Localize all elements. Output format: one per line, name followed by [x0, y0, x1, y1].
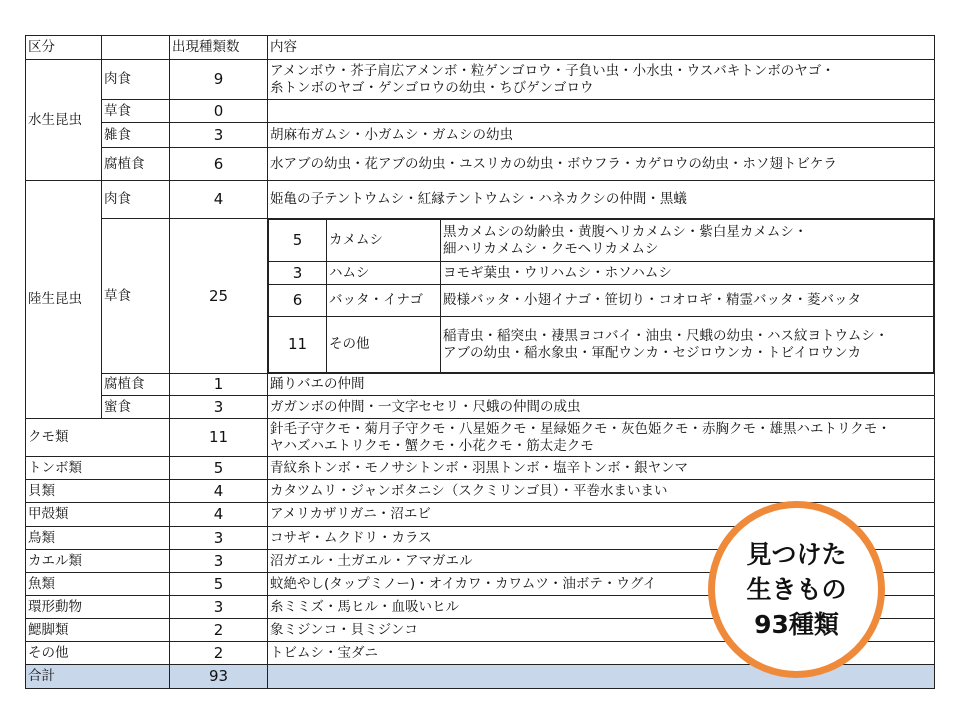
group-name: カメムシ [327, 220, 441, 262]
table-row [269, 262, 934, 285]
table-row [26, 60, 935, 100]
table-row [26, 219, 935, 374]
table-row [26, 100, 935, 123]
count-cell: 4 [170, 480, 268, 503]
category-label: 鳥類 [26, 527, 170, 550]
table-row [26, 480, 935, 503]
category-label: 環形動物 [26, 596, 170, 619]
content-cell: ガガンボの仲間・一文字セセリ・尺蛾の仲間の成虫 [268, 396, 935, 419]
count-cell: 4 [170, 503, 268, 527]
group-name: ハムシ [327, 262, 441, 285]
content-cell: 糸ミミズ・馬ヒル・血吸いヒル [268, 596, 935, 619]
table-row [26, 374, 935, 396]
content-cell: カタツムリ・ジャンボタニシ（スクミリンゴ貝）・平巻水まいまい [268, 480, 935, 503]
group-count: 11 [269, 317, 327, 373]
content-cell: 水アブの幼虫・花アブの幼虫・ユスリカの幼虫・ボウフラ・カゲロウの幼虫・ホソ翅トビケラ [268, 148, 935, 181]
header-category: 区分 [26, 36, 102, 60]
category-label: 魚類 [26, 573, 170, 596]
sub-label: 肉食 [102, 60, 170, 100]
summary-badge [708, 501, 885, 678]
content-cell: 胡麻布ガムシ・小ガムシ・ガムシの幼虫 [268, 123, 935, 148]
count-cell: 3 [170, 550, 268, 573]
content-cell: 沼ガエル・土ガエル・アマガエル [268, 550, 935, 573]
content-cell: コサギ・ムクドリ・カラス [268, 527, 935, 550]
sub-label: 肉食 [102, 181, 170, 219]
sub-label: 腐植食 [102, 374, 170, 396]
sub-label: 草食 [102, 219, 170, 374]
table-row [26, 457, 935, 480]
count-cell: 3 [170, 596, 268, 619]
category-label: 鰓脚類 [26, 619, 170, 642]
content-cell: 針毛子守クモ・菊月子守クモ・八星姫クモ・星緑姫クモ・灰色姫クモ・赤胸クモ・雄黒ハエトリクモ・ ヤハズハエトリクモ・蟹クモ・小花クモ・筋太走クモ [268, 419, 935, 457]
count-cell: 2 [170, 642, 268, 665]
count-cell: 3 [170, 527, 268, 550]
category-label: 甲殻類 [26, 503, 170, 527]
table-row [26, 123, 935, 148]
content-cell: アメンボウ・芥子肩広アメンボ・粒ゲンゴロウ・子負い虫・小水虫・ウスバキトンボのヤゴ・ 糸トンボのヤゴ・ゲンゴロウの幼虫・ちびゲンゴロウ [268, 60, 935, 100]
sub-label: 雑食 [102, 123, 170, 148]
aquatic-label: 水生昆虫 [26, 60, 102, 181]
count-cell: 5 [170, 573, 268, 596]
count-cell: 11 [170, 419, 268, 457]
group-content: ヨモギ葉虫・ウリハムシ・ホソハムシ [441, 262, 934, 285]
total-label: 合計 [26, 665, 170, 689]
count-cell: 3 [170, 396, 268, 419]
content-cell: 姫亀の子テントウムシ・紅縁テントウムシ・ハネカクシの仲間・黒蟻 [268, 181, 935, 219]
count-cell: 5 [170, 457, 268, 480]
group-content: 黒カメムシの幼齢虫・黄腹ヘリカメムシ・紫白星カメムシ・ 細ハリカメムシ・クモヘリカメムシ [441, 220, 934, 262]
content-cell: 象ミジンコ・貝ミジンコ [268, 619, 935, 642]
category-label: トンボ類 [26, 457, 170, 480]
count-cell: 4 [170, 181, 268, 219]
sub-label: 蜜食 [102, 396, 170, 419]
content-cell [268, 100, 935, 123]
count-cell: 1 [170, 374, 268, 396]
sub-label: 腐植食 [102, 148, 170, 181]
table-row [269, 317, 934, 373]
count-cell: 2 [170, 619, 268, 642]
header-content: 内容 [268, 36, 935, 60]
total-count: 93 [170, 665, 268, 689]
table-row [26, 148, 935, 181]
category-label: クモ類 [26, 419, 170, 457]
content-cell: トビムシ・宝ダニ [268, 642, 935, 665]
table-row [26, 419, 935, 457]
table-row [269, 220, 934, 262]
sub-label: 草食 [102, 100, 170, 123]
content-cell: アメリカザリガニ・沼エビ [268, 503, 935, 527]
count-cell: 0 [170, 100, 268, 123]
group-content: 殿様バッタ・小翅イナゴ・笹切り・コオロギ・精霊バッタ・菱バッタ [441, 285, 934, 317]
category-label: その他 [26, 642, 170, 665]
count-cell: 3 [170, 123, 268, 148]
content-cell: 蚊絶やし(タップミノー)・オイカワ・カワムツ・油ボテ・ウグイ [268, 573, 935, 596]
table-row [26, 181, 935, 219]
category-label: カエル類 [26, 550, 170, 573]
table-row [26, 396, 935, 419]
badge-line-3: 93種類 [754, 610, 839, 639]
header-sub [102, 36, 170, 60]
herbivore-subtable [268, 219, 934, 373]
herbivore-breakdown [268, 219, 935, 374]
table-row [269, 285, 934, 317]
header-count: 出現種類数 [170, 36, 268, 60]
count-cell: 25 [170, 219, 268, 374]
group-count: 3 [269, 262, 327, 285]
group-count: 5 [269, 220, 327, 262]
header-row [26, 36, 935, 60]
land-label: 陸生昆虫 [26, 181, 102, 419]
count-cell: 9 [170, 60, 268, 100]
badge-line-2: 生きもの [746, 575, 847, 604]
content-cell: 踊りバエの仲間 [268, 374, 935, 396]
count-cell: 6 [170, 148, 268, 181]
content-cell: 青紋糸トンボ・モノサシトンボ・羽黒トンボ・塩辛トンボ・銀ヤンマ [268, 457, 935, 480]
group-content: 稲青虫・稲突虫・褄黒ヨコバイ・油虫・尺蛾の幼虫・ハス紋ヨトウムシ・ アブの幼虫・稲水象虫・軍配ウンカ・セジロウンカ・トビイロウンカ [441, 317, 934, 373]
badge-line-1: 見つけた [746, 540, 847, 569]
group-count: 6 [269, 285, 327, 317]
group-name: バッタ・イナゴ [327, 285, 441, 317]
category-label: 貝類 [26, 480, 170, 503]
group-name: その他 [327, 317, 441, 373]
